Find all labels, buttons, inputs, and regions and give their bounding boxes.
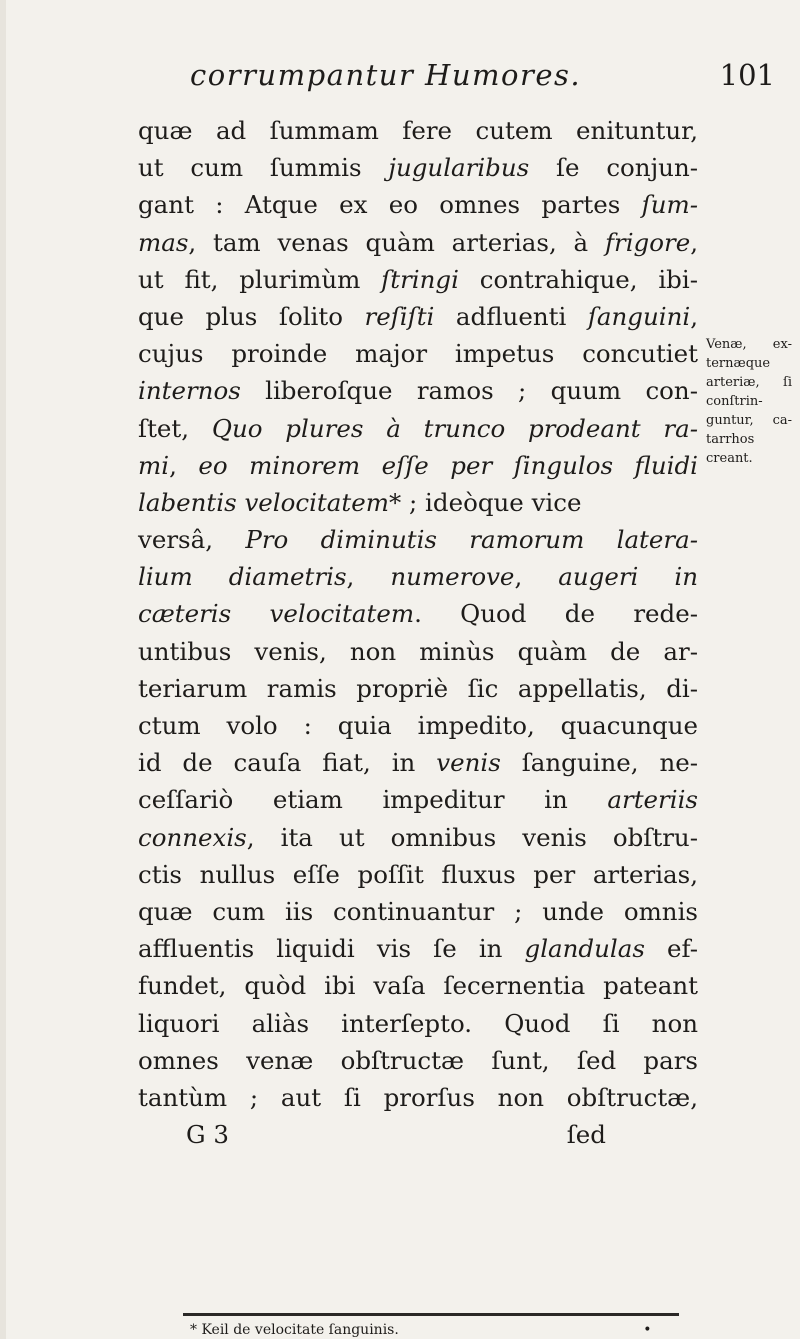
roman-text: ctum volo : quia impedito, quacunque [138,711,698,740]
text-line [138,930,698,967]
roman-text: ef- [644,934,698,964]
roman-text: , tam venas quàm arterias, à [188,227,605,257]
text-line [138,149,698,186]
roman-text: ſtet, [138,413,212,443]
text-line [138,819,698,856]
text-line [138,558,698,595]
signature-mark: G 3 [186,1120,229,1150]
text-line [138,335,698,372]
running-head: corrumpantur Humores. [190,58,582,92]
signature-line [138,1116,698,1153]
roman-text: adfluenti [434,301,588,331]
roman-text: tantùm ; aut ſi prorſus non obſtructæ, [138,1082,698,1112]
footnote [190,1322,652,1338]
marginal-note-line: ternæque [706,356,771,371]
roman-text: liberoſque ramos ; quum con- [240,376,698,406]
italic-text: ſtringi [381,264,459,294]
text-line [138,298,698,335]
italic-text: connexis [138,822,247,852]
text-line [138,744,698,781]
roman-text: que plus ſolito [138,301,365,331]
italic-text: glandulas [524,934,645,964]
roman-text: omnes venæ obſtructæ ſunt, ſed pars [138,1045,698,1075]
italic-text: ſum- [641,190,698,220]
italic-text: internos [138,376,241,406]
roman-text: , [690,301,698,331]
text-line [138,633,698,670]
roman-text: ſanguine, ne- [500,748,699,778]
page-header [190,58,775,98]
roman-text: , ita ut omnibus venis obſtru- [246,822,698,852]
roman-text: cujus proinde major impetus concutiet [138,339,698,369]
roman-text: , [690,227,698,257]
marginal-note-line: tarrhos [706,432,755,447]
text-line [138,484,698,521]
text-line [138,186,698,223]
roman-text: ut cum ſummis [138,153,389,183]
roman-text: , [169,450,199,480]
italic-text: frigore [604,227,691,257]
text-line [138,410,698,447]
text-line [138,781,698,818]
roman-text: ut fit, plurimùm [138,264,382,294]
page-number: 101 [719,58,775,92]
marginal-note-line: guntur, ca- [706,413,792,428]
marginal-note-line: conſtrin- [706,394,763,409]
italic-text: ſanguini [587,301,691,331]
text-line [138,112,698,149]
italic-text: Quo plures à trunco prodeant ra- [211,413,698,443]
footnote-rule [183,1313,679,1316]
text-line [138,1079,698,1116]
italic-text: venis [436,748,501,778]
italic-text: labentis velocitatem* [138,487,402,517]
roman-text: versâ, [138,525,246,555]
roman-text: . Quod de rede- [414,599,698,629]
roman-text: id de cauſa fiat, in [138,748,437,778]
text-line [138,967,698,1004]
roman-text: quæ ad ſummam fere cutem enituntur, [138,116,698,145]
text-line [138,707,698,744]
italic-text: eo minorem eſſe per ſingulos fluidi [198,450,698,480]
italic-text: Pro diminutis ramorum latera- [245,525,698,555]
text-line [138,893,698,930]
roman-text: ſe conjun- [529,153,698,183]
text-line [138,595,698,632]
roman-text: untibus venis, non minùs quàm de ar- [138,636,698,666]
marginal-note [706,335,800,468]
footnote-mark: • [643,1322,652,1338]
italic-text: numerove [390,562,515,592]
roman-text: , [514,562,559,592]
text-line [138,447,698,484]
italic-text: mi [138,450,170,480]
main-text-block [138,112,698,1153]
text-line [138,224,698,261]
roman-text: gant : Atque ex eo omnes partes [138,190,642,220]
italic-text: reſiſti [364,301,435,331]
text-line [138,1005,698,1042]
footnote-text: * Keil de velocitate ſanguinis. [190,1322,399,1338]
text-line [138,261,698,298]
page-edge [0,0,6,1339]
text-line [138,1042,698,1079]
italic-text: augeri in [558,562,698,592]
roman-text: teriarum ramis propriè ſic appellatis, di- [138,673,698,703]
italic-text: cæteris velocitatem [138,599,415,629]
italic-text: arteriis [607,785,698,815]
text-line [138,521,698,558]
italic-text: jugularibus [388,153,530,183]
catchword: ſed [566,1120,606,1150]
roman-text: ; ideòque vice [401,487,582,517]
roman-text: fundet, quòd ibi vaſa ſecernentia pateant [138,971,698,1001]
italic-text: lium diametris [138,562,347,592]
text-line [138,372,698,409]
roman-text: ctis nullus eſſe poſſit fluxus per arterias, [138,859,698,889]
marginal-note-line: creant. [706,451,753,466]
marginal-note-line: arteriæ, ſi [706,375,792,390]
marginal-note-line: Venæ, ex- [706,337,792,352]
roman-text: contrahique, ibi- [458,264,698,294]
roman-text: , [346,562,391,592]
roman-text: affluentis liquidi vis ſe in [138,934,525,964]
text-line [138,856,698,893]
text-line [138,670,698,707]
roman-text: liquori aliàs interſepto. Quod ſi non [138,1008,698,1038]
italic-text: mas [138,227,189,257]
roman-text: quæ cum iis continuantur ; unde omnis [138,896,698,926]
roman-text: ceſſariò etiam impeditur in [138,785,608,815]
